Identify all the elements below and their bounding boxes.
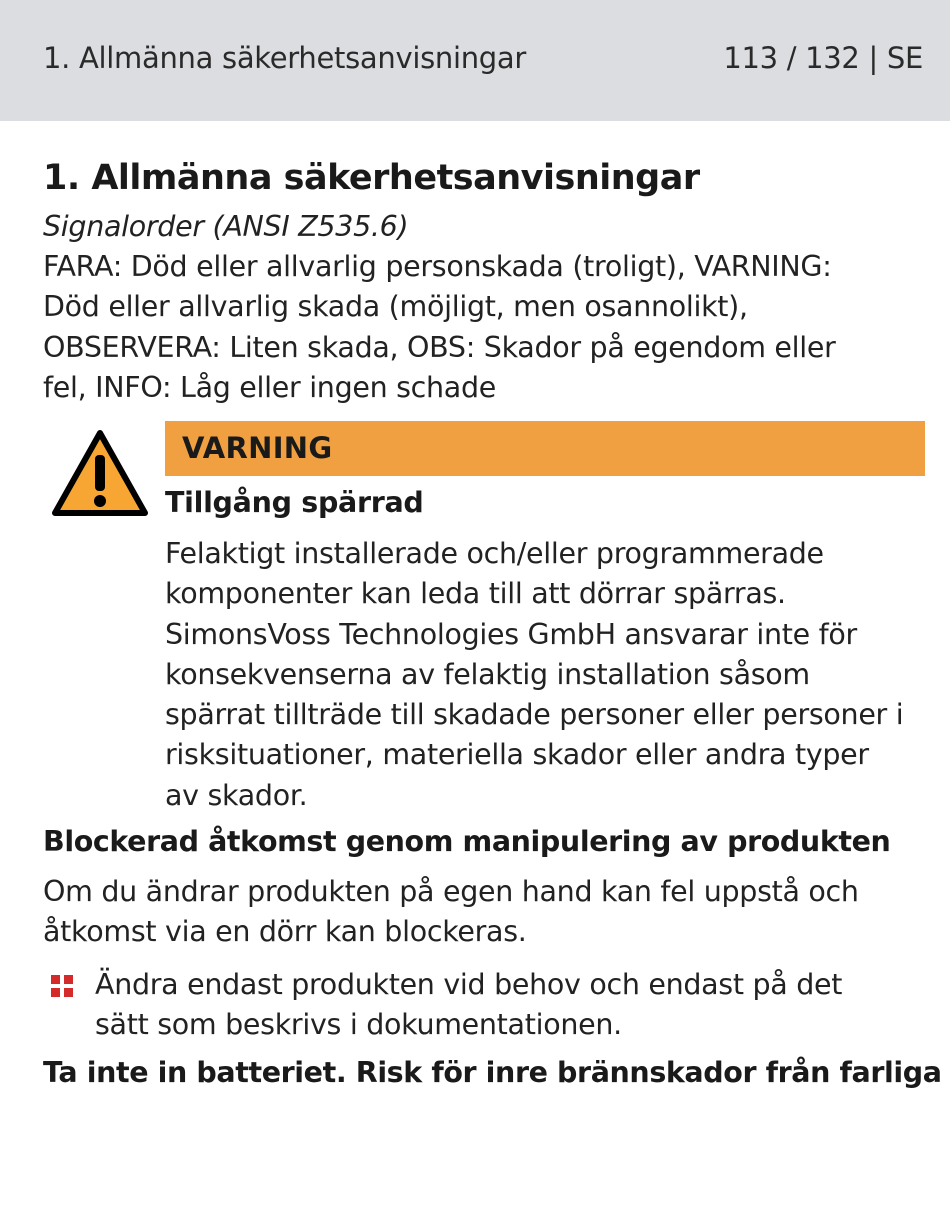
text-line: konsekvenserna av felaktig installation såsom (165, 657, 810, 691)
text-line: OBSERVERA: Liten skada, OBS: Skador på egendom eller (43, 330, 836, 364)
battery-heading: Ta inte in batteriet. Risk för inre brännskador från farliga (43, 1056, 942, 1090)
text-line: sätt som beskrivs i dokumentationen. (95, 1007, 622, 1041)
text-line: av skador. (165, 778, 308, 812)
text-line: åtkomst via en dörr kan blockeras. (43, 915, 527, 949)
list-item (43, 965, 943, 1046)
manipulation-heading: Blockerad åtkomst genom manipulering av produkten (43, 825, 891, 858)
text-line: FARA: Död eller allvarlig personskada (troligt), VARNING: (43, 250, 832, 283)
page-content (43, 155, 942, 1090)
red-grid-bullet-icon (51, 975, 73, 997)
text-line: fel, INFO: Låg eller ingen schade (43, 370, 496, 404)
warning-title: Tillgång spärrad (165, 486, 424, 519)
text-line: Död eller allvarlig skada (möjligt, men osannolikt), (43, 290, 748, 324)
text-line: komponenter kan leda till att dörrar spärras. (165, 577, 786, 611)
warning-label-bar: VARNING (165, 421, 925, 476)
signal-order-text (43, 247, 925, 408)
header-section-title: 1. Allmänna säkerhetsanvisningar (43, 41, 527, 75)
text-line: risksituationer, materiella skador eller andra typer (165, 738, 869, 772)
manipulation-paragraph (43, 872, 943, 953)
text-line: Felaktigt installerade och/eller programmerade (165, 537, 824, 570)
section-heading: 1. Allmänna säkerhetsanvisningar (43, 158, 700, 198)
page-header (0, 0, 950, 121)
text-line: spärrat tillträde till skadade personer eller personer i (165, 698, 904, 732)
warning-body (165, 534, 935, 816)
warning-triangle-icon (51, 429, 149, 517)
signal-order-subtitle: Signalorder (ANSI Z535.6) (43, 210, 409, 243)
manipulation-section (43, 822, 943, 1093)
text-line: SimonsVoss Technologies GmbH ansvarar inte för (165, 617, 857, 651)
text-line: Om du ändrar produkten på egen hand kan fel uppstå och (43, 875, 859, 908)
text-line: Ändra endast produkten vid behov och endast på det (95, 967, 843, 1001)
header-page-info: 113 / 132 | SE (723, 41, 923, 75)
